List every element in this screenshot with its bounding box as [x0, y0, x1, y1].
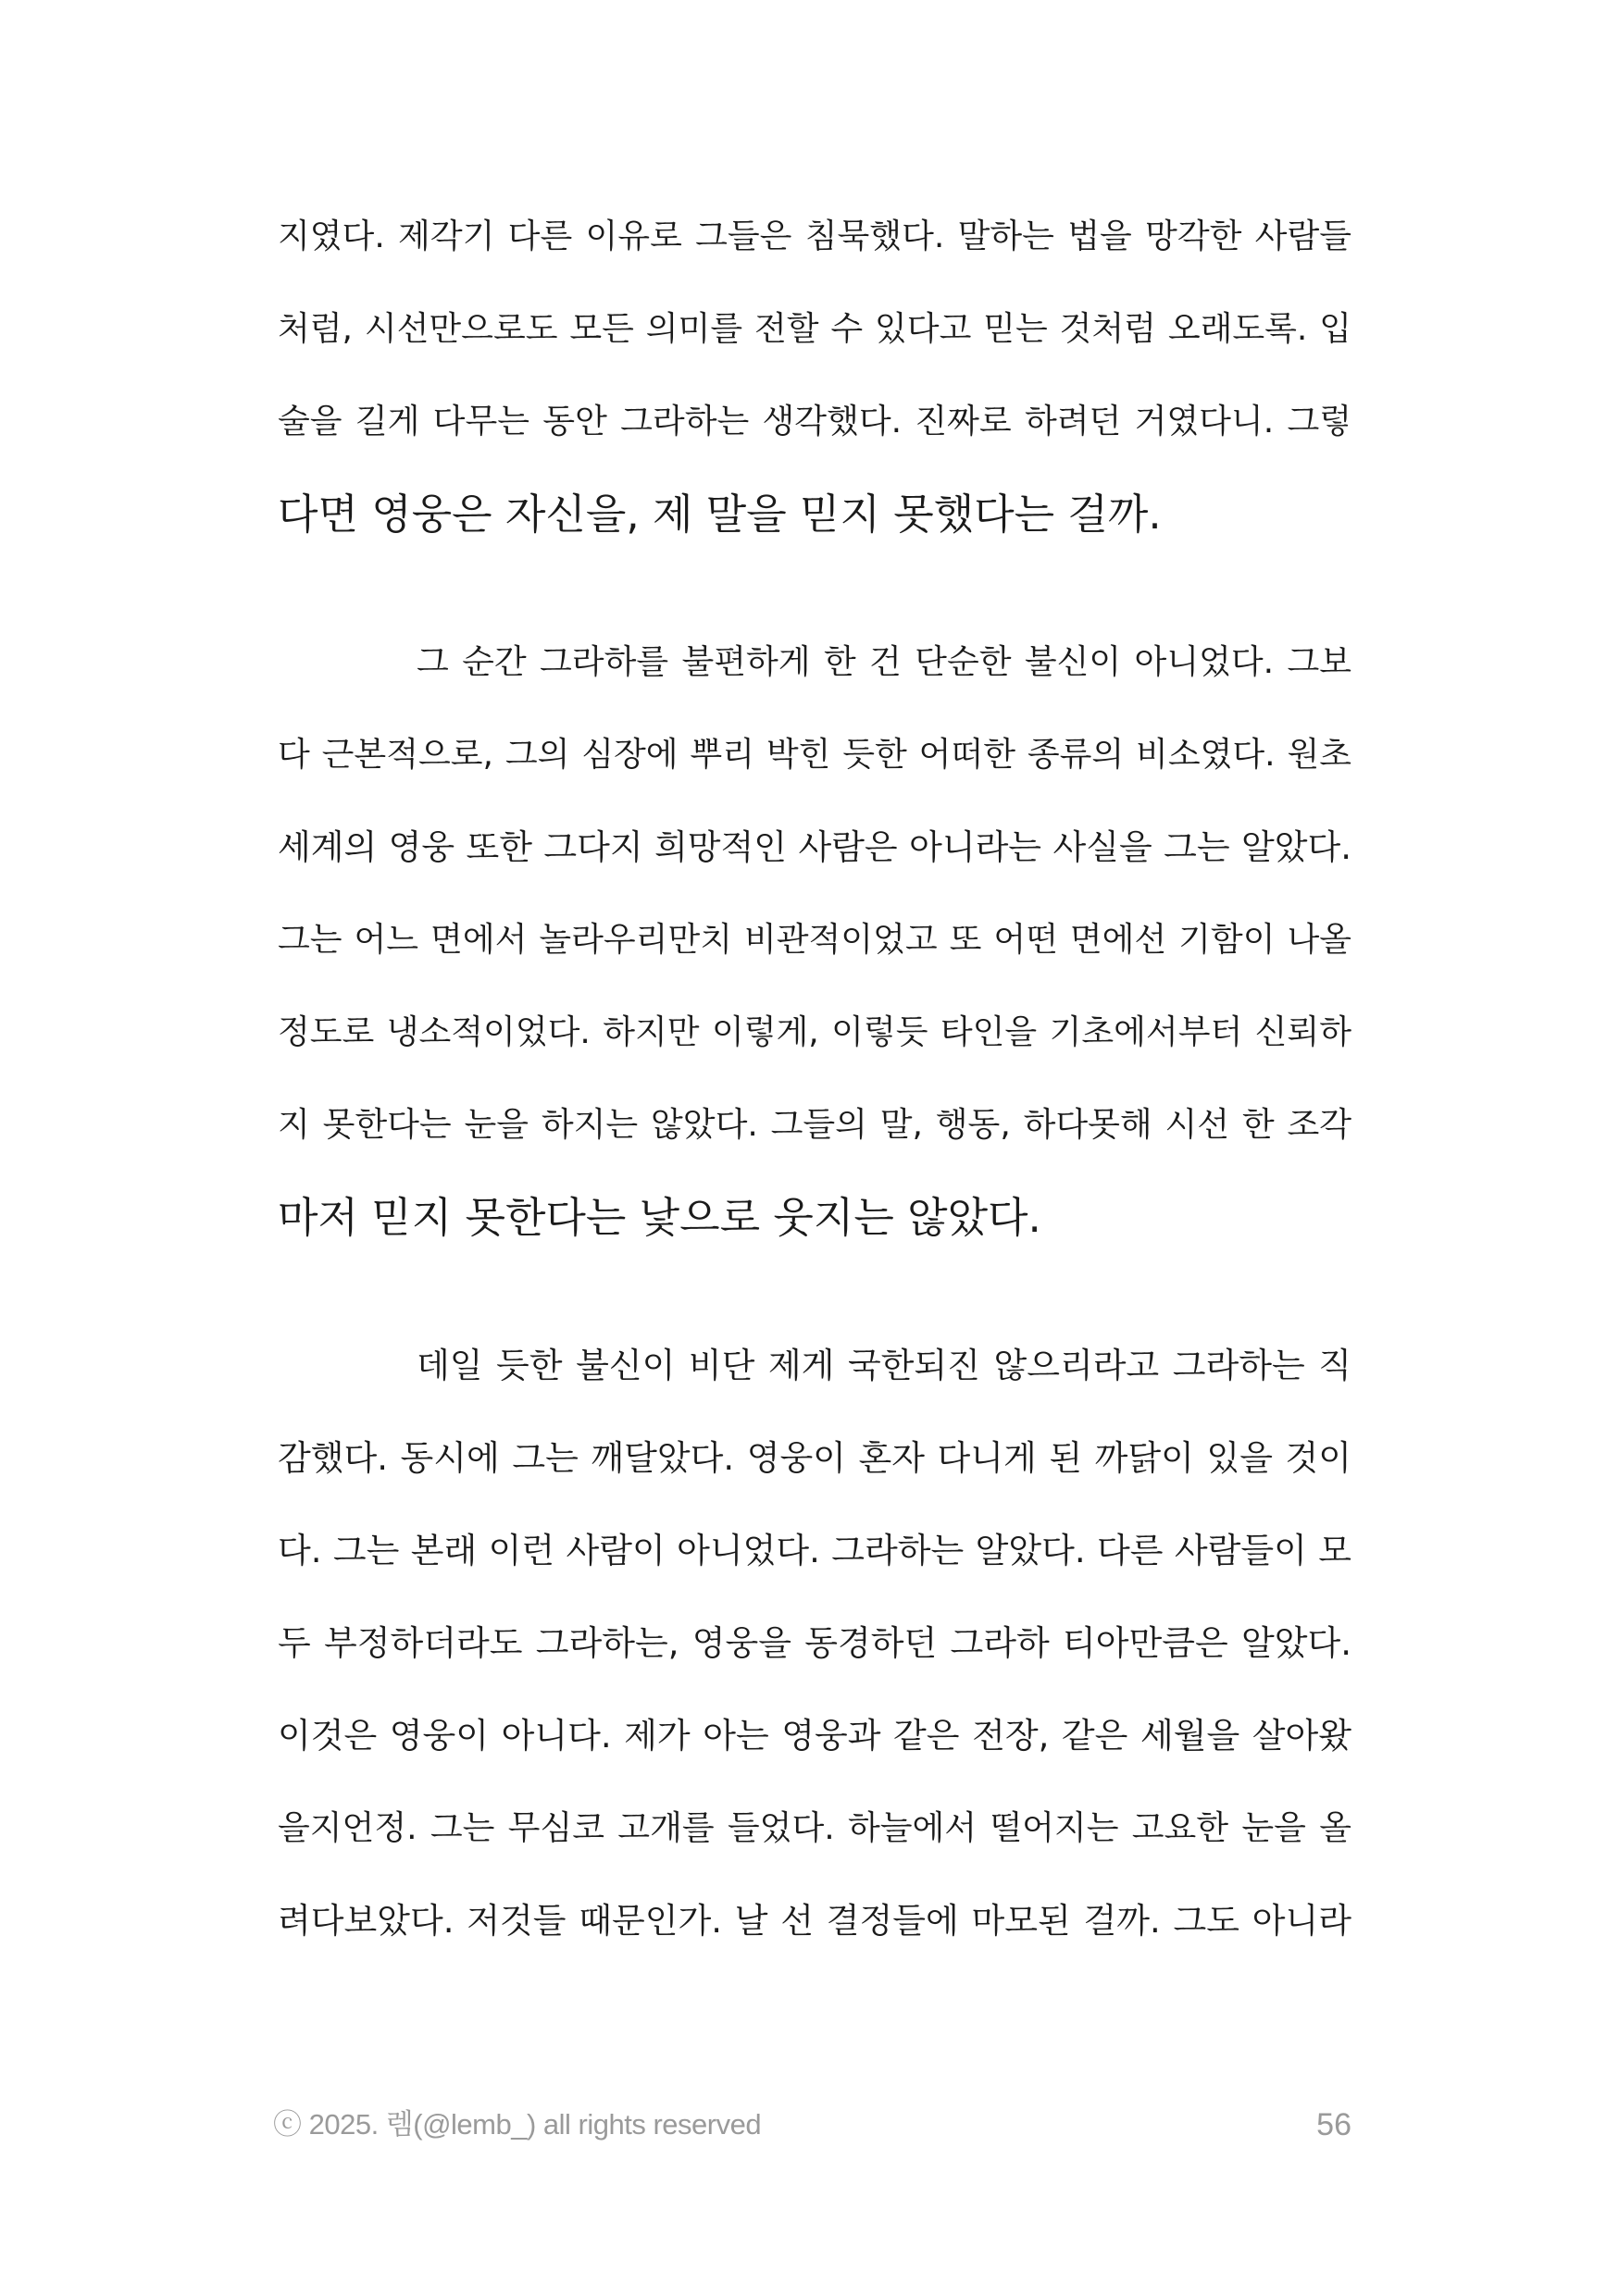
paragraph-1-line-3: 술을 길게 다무는 동안 그라하는 생각했다. 진짜로 하려던 거였다니. 그렇 [278, 403, 1351, 441]
paragraph-2-line-7: 마저 믿지 못한다는 낯으로 웃지는 않았다. [278, 1193, 1041, 1242]
paragraph-2-line-1: 그 순간 그라하를 불편하게 한 건 단순한 불신이 아니었다. 그보 [417, 643, 1351, 681]
paragraph-3-line-1: 데일 듯한 불신이 비단 제게 국한되진 않으리라고 그라하는 직 [417, 1346, 1351, 1385]
paragraph-3-line-6: 을지언정. 그는 무심코 고개를 들었다. 하늘에서 떨어지는 고요한 눈을 올 [278, 1809, 1351, 1847]
page-number: 56 [1316, 2107, 1351, 2142]
paragraph-1-line-4: 다면 영웅은 자신을, 제 말을 믿지 못했다는 걸까. [278, 490, 1162, 539]
paragraph-2-line-6: 지 못한다는 눈을 하지는 않았다. 그들의 말, 행동, 하다못해 시선 한 조각 [278, 1106, 1351, 1144]
paragraph-2-line-2: 다 근본적으로, 그의 심장에 뿌리 박힌 듯한 어떠한 종류의 비소였다. 원초 [278, 736, 1351, 774]
paragraph-1-line-1: 지였다. 제각기 다른 이유로 그들은 침묵했다. 말하는 법을 망각한 사람들 [278, 217, 1351, 255]
paragraph-3-line-3: 다. 그는 본래 이런 사람이 아니었다. 그라하는 알았다. 다른 사람들이 모 [278, 1531, 1351, 1570]
paragraph-3-line-4: 두 부정하더라도 그라하는, 영웅을 동경하던 그라하 티아만큼은 알았다. [278, 1623, 1351, 1663]
paragraph-3-line-2: 감했다. 동시에 그는 깨달았다. 영웅이 혼자 다니게 된 까닭이 있을 것이 [278, 1438, 1351, 1478]
paragraph-2-line-4: 그는 어느 면에서 놀라우리만치 비관적이었고 또 어떤 면에선 기함이 나올 [278, 921, 1351, 959]
paragraph-3-line-7: 려다보았다. 저것들 때문인가. 날 선 결정들에 마모된 걸까. 그도 아니라 [278, 1901, 1351, 1941]
copyright-notice: ⓒ 2025. 렘(@lemb_) all rights reserved [273, 2108, 762, 2141]
paragraph-1-line-2: 처럼, 시선만으로도 모든 의미를 전할 수 있다고 믿는 것처럼 오래도록. 입 [278, 310, 1351, 348]
paragraph-3-line-5: 이것은 영웅이 아니다. 제가 아는 영웅과 같은 전장, 같은 세월을 살아왔 [278, 1716, 1351, 1756]
paragraph-2-line-5: 정도로 냉소적이었다. 하지만 이렇게, 이렇듯 타인을 기초에서부터 신뢰하 [278, 1013, 1351, 1051]
paragraph-2-line-3: 세계의 영웅 또한 그다지 희망적인 사람은 아니라는 사실을 그는 알았다. [278, 827, 1351, 867]
